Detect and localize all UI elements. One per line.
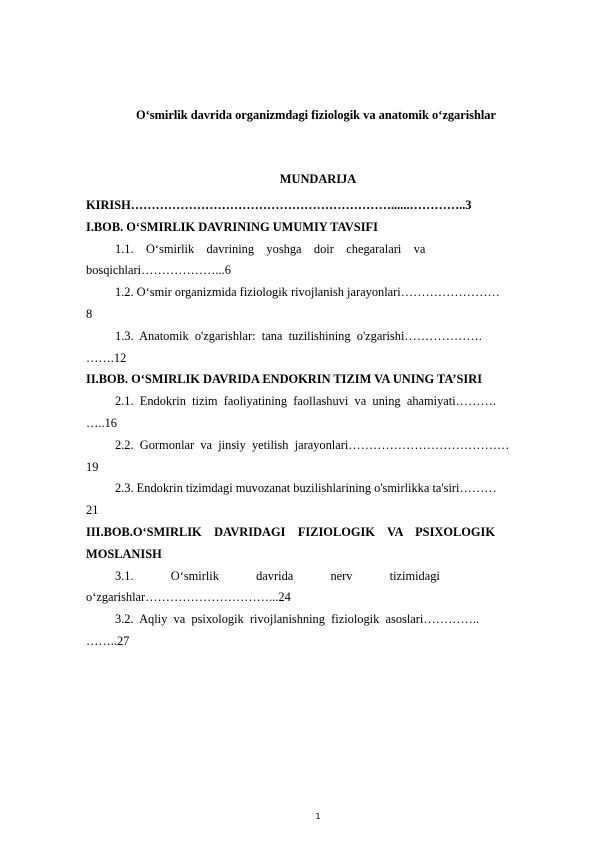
toc-heading: MUNDARIJA [279, 172, 357, 186]
toc-entry-1-2: 1.2. O‘smir organizmida fiziologik rivojlanish jarayonlari…………………… [115, 285, 500, 300]
toc-entry-1-1: 1.1. O‘smirlik davrining yoshga doir chegaralari va [115, 241, 426, 256]
toc-entry-2-1: 2.1. Endokrin tizim faoliyatining faollashuvi va uning ahamiyati………. [115, 394, 496, 409]
toc-entry-1-3: 1.3. Anatomik o'zgarishlar: tana tuzilishining o'zgarishi………………. [115, 328, 482, 343]
toc-entry-2-2: 2.2. Gormonlar va jinsiy yetilish jarayonlari………………………………… [115, 437, 510, 452]
toc-chapter-1: I.BOB. O‘SMIRLIK DAVRINING UMUMIY TAVSIFI [86, 219, 378, 234]
toc-entry-1-2-cont: 8 [86, 306, 93, 321]
toc-entry-3-1: 3.1. O‘smirlik davrida nerv tizimidagi [115, 568, 440, 583]
toc-entry-3-1-cont: o‘zgarishlar…………………………...24 [86, 590, 291, 605]
toc-entry-1-3-cont: …….12 [86, 350, 127, 365]
toc-chapter-3: III.BOB.O‘SMIRLIK DAVRIDAGI FIZIOLOGIK VA PSIXOLOGIK [86, 524, 495, 539]
toc-chapter-2: II.BOB. O‘SMIRLIK DAVRIDA ENDOKRIN TIZIM VA UNING TA’SIRI [86, 372, 483, 387]
table-of-contents [86, 195, 552, 653]
page-number: 1 [315, 812, 321, 821]
toc-entry-2-3: 2.3. Endokrin tizimdagi muvozanat buzilishlarining o'smirlikka ta'siri……… [115, 481, 497, 496]
document-title: O‘smirlik davrida organizmdagi fiziologik va anatomik o‘zgarishlar [135, 108, 496, 122]
toc-entry-3-2: 3.2. Aqliy va psixologik rivojlanishning fiziologik asoslari………….. [115, 612, 480, 627]
toc-chapter-3-cont: MOSLANISH [86, 546, 162, 561]
toc-entry-2-2-cont: 19 [86, 459, 99, 474]
toc-intro: KIRISH………………………………………………………......…………..3 [86, 198, 472, 212]
toc-entry-3-2-cont: ……..27 [86, 633, 130, 648]
toc-entry-1-1-cont: bosqichlari………………...6 [86, 263, 231, 278]
toc-entry-2-3-cont: 21 [86, 503, 99, 518]
toc-entry-2-1-cont: …..16 [86, 415, 117, 430]
